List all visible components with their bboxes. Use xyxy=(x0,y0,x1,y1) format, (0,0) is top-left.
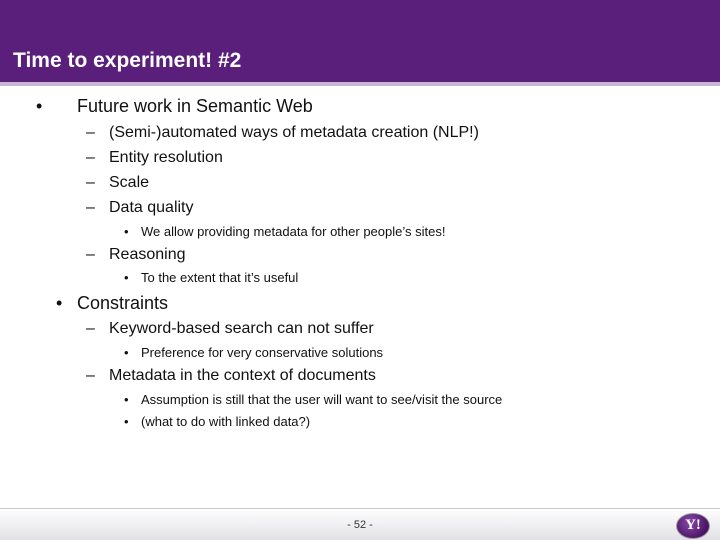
sub-sub-bullet-conservative: Preference for very conservative solutions xyxy=(141,345,384,360)
bullet-future-work: Future work in Semantic Web xyxy=(77,96,313,116)
dash-marker: – xyxy=(86,124,95,141)
bullet-marker: • xyxy=(36,96,43,116)
yahoo-logo xyxy=(676,513,710,539)
sub-bullet-keyword-search: Keyword-based search can not suffer xyxy=(109,320,374,337)
bullet-marker: • xyxy=(56,293,63,313)
sub-bullet-data-quality: Data quality xyxy=(109,199,194,216)
bullet-marker: • xyxy=(124,392,129,407)
dash-marker: – xyxy=(86,246,95,263)
bullet-marker: • xyxy=(124,345,129,360)
sub-sub-bullet-metadata-for-others: We allow providing metadata for other people’s sites! xyxy=(141,224,446,239)
dash-marker: – xyxy=(86,320,95,337)
bullet-marker: • xyxy=(124,414,129,429)
bullet-constraints: Constraints xyxy=(77,293,169,313)
sub-bullet-entity-resolution: Entity resolution xyxy=(109,149,223,166)
dash-marker: – xyxy=(86,367,95,384)
sub-bullet-metadata-creation: (Semi-)automated ways of metadata creation (NLP!) xyxy=(109,124,479,141)
dash-marker: – xyxy=(86,174,95,191)
bullet-marker: • xyxy=(124,270,129,285)
sub-bullet-metadata-context: Metadata in the context of documents xyxy=(109,367,376,384)
dash-marker: – xyxy=(86,199,95,216)
dash-marker: – xyxy=(86,149,95,166)
yahoo-logo-text: Y! xyxy=(685,517,701,533)
sub-sub-bullet-assumption: Assumption is still that the user will want to see/visit the source xyxy=(141,392,503,407)
slide-title: Time to experiment! #2 xyxy=(13,49,242,72)
sub-sub-bullet-linked-data: (what to do with linked data?) xyxy=(141,414,311,429)
sub-sub-bullet-useful: To the extent that it’s useful xyxy=(141,270,299,285)
footer-divider xyxy=(0,508,720,509)
page-number: - 52 - xyxy=(347,519,373,531)
sub-bullet-scale: Scale xyxy=(109,174,150,191)
bullet-marker: • xyxy=(124,224,129,239)
sub-bullet-reasoning: Reasoning xyxy=(109,246,186,263)
